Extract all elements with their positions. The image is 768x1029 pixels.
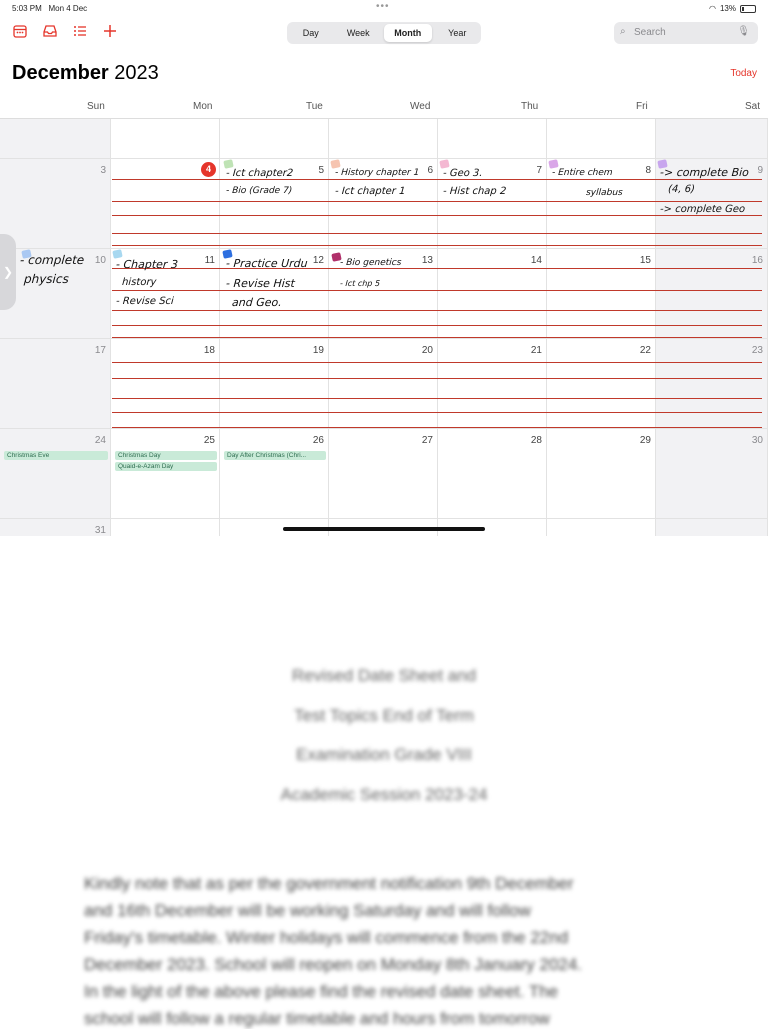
calendars-icon[interactable] — [12, 24, 28, 40]
ruled-line — [112, 290, 762, 291]
toolbar — [0, 18, 768, 50]
day-number: 23 — [751, 345, 763, 356]
tab-week[interactable]: Week — [346, 28, 370, 38]
year-title: 2023 — [114, 62, 159, 84]
calendar-event[interactable]: Day After Christmas (Chri... — [224, 451, 326, 460]
ruled-line — [112, 412, 762, 413]
day-number: 27 — [421, 435, 433, 446]
handwritten-note: history — [121, 277, 157, 288]
day-number: 5 — [318, 165, 324, 176]
microphone-icon[interactable]: 🎙︎ — [737, 26, 750, 37]
ruled-line — [112, 427, 762, 428]
handwritten-note: - Bio (Grade 7) — [225, 186, 293, 196]
handwritten-note: - Revise Sci — [115, 296, 175, 307]
ruled-line — [112, 398, 762, 399]
day-number: 18 — [203, 345, 215, 356]
day-number: 19 — [312, 345, 324, 356]
page-title — [12, 62, 159, 85]
weekday-header — [0, 101, 768, 117]
day-number: 22 — [639, 345, 651, 356]
handwritten-note: physics — [23, 272, 70, 286]
handwritten-note: - Ict chapter 1 — [334, 186, 406, 197]
ruled-line — [112, 233, 762, 234]
handwritten-note: - Entire chem — [551, 168, 613, 178]
day-cell[interactable] — [329, 339, 438, 429]
day-number: 7 — [536, 165, 542, 176]
view-segmented-control — [287, 22, 481, 44]
handwritten-note: - Practice Urdu — [225, 257, 309, 270]
battery-percent: 13% — [719, 4, 736, 13]
day-cell[interactable] — [656, 339, 768, 429]
tab-year[interactable]: Year — [448, 28, 467, 38]
handwritten-note: - Hist chap 2 — [442, 186, 507, 197]
multitasking-dots-icon[interactable]: ••• — [376, 1, 390, 12]
today-badge: 4 — [201, 162, 216, 177]
weekday-sat: Sat — [745, 101, 761, 112]
handwritten-note: and Geo. — [231, 296, 283, 309]
weekday-fri: Fri — [636, 101, 648, 112]
day-number: 8 — [645, 165, 651, 176]
day-number: 10 — [94, 255, 106, 266]
add-event-icon[interactable] — [102, 24, 118, 40]
day-cell[interactable] — [0, 339, 111, 429]
day-cell[interactable] — [220, 429, 329, 519]
day-cell[interactable] — [547, 119, 656, 159]
inbox-icon[interactable] — [42, 24, 58, 40]
day-cell[interactable] — [111, 519, 220, 537]
handwritten-note: - complete — [19, 253, 85, 267]
day-number: 31 — [94, 525, 106, 536]
document-preview — [0, 536, 768, 1028]
handwritten-note: - Ict chp 5 — [339, 279, 381, 288]
day-number: 24 — [94, 435, 106, 446]
search-icon: ⌕ — [620, 26, 626, 37]
ruled-line — [112, 201, 762, 202]
day-cell[interactable] — [111, 159, 220, 249]
ruled-line — [112, 337, 762, 338]
ruled-line — [112, 179, 762, 180]
day-number: 12 — [312, 255, 324, 266]
doc-heading-line: Academic Session 2023-24 — [280, 785, 488, 804]
sidebar-handle-icon[interactable]: ❯ — [0, 234, 16, 310]
day-cell[interactable] — [438, 119, 547, 159]
handwritten-note: syllabus — [585, 188, 623, 198]
handwritten-note: (4, 6) — [667, 184, 696, 195]
handwritten-note: - Revise Hist — [225, 277, 296, 290]
ruled-line — [112, 310, 762, 311]
calendar-event[interactable]: Christmas Day — [115, 451, 217, 460]
handwritten-note: - Chapter 3 — [115, 258, 179, 271]
handwritten-note: -> complete Bio — [659, 166, 750, 179]
day-cell[interactable] — [329, 429, 438, 519]
day-cell[interactable] — [656, 119, 768, 159]
day-cell[interactable] — [111, 339, 220, 429]
day-cell[interactable] — [329, 119, 438, 159]
battery-icon — [740, 5, 756, 13]
doc-heading-line: Revised Date Sheet and — [291, 666, 477, 685]
day-number: 6 — [427, 165, 433, 176]
search-field[interactable] — [614, 22, 758, 44]
day-number: 21 — [530, 345, 542, 356]
ruled-line — [112, 325, 762, 326]
status-time: 5:03 PM Mon 4 Dec — [12, 4, 88, 13]
day-cell[interactable] — [0, 159, 111, 249]
day-number: 3 — [100, 165, 106, 176]
day-cell[interactable] — [220, 119, 329, 159]
day-cell[interactable] — [0, 119, 111, 159]
doc-paragraph-line: and 16th December will be working Saturday and will follow — [84, 901, 531, 920]
day-number: 17 — [94, 345, 106, 356]
day-number: 15 — [639, 255, 651, 266]
home-indicator[interactable] — [283, 527, 485, 531]
ruled-line — [112, 215, 762, 216]
day-cell[interactable] — [111, 429, 220, 519]
doc-paragraph-line: In the light of the above please find the revised date sheet. The — [84, 982, 559, 1001]
day-cell[interactable] — [438, 429, 547, 519]
day-number: 9 — [757, 165, 763, 176]
weekday-tue: Tue — [306, 101, 323, 112]
wifi-icon: ◠ — [709, 4, 716, 13]
day-cell[interactable] — [547, 339, 656, 429]
day-number: 14 — [530, 255, 542, 266]
day-cell[interactable] — [0, 519, 111, 537]
day-cell[interactable] — [438, 339, 547, 429]
day-number: 30 — [751, 435, 763, 446]
tab-month[interactable]: Month — [384, 24, 432, 42]
handwritten-note: - Bio genetics — [339, 258, 402, 268]
day-cell[interactable] — [547, 519, 656, 537]
day-number: 11 — [204, 255, 215, 266]
search-placeholder: Search — [634, 27, 666, 38]
list-icon[interactable] — [72, 24, 88, 40]
day-number: 16 — [751, 255, 763, 266]
handwritten-note: - History chapter 1 — [334, 168, 420, 178]
weekday-wed: Wed — [410, 101, 431, 112]
day-cell[interactable] — [0, 429, 111, 519]
day-number: 13 — [421, 255, 433, 266]
doc-paragraph-line: school will follow a regular timetable and hours from tomorrow — [84, 1009, 550, 1028]
day-cell[interactable] — [656, 429, 768, 519]
day-cell[interactable] — [111, 119, 220, 159]
day-cell[interactable] — [547, 429, 656, 519]
day-number: 25 — [203, 435, 215, 446]
day-cell[interactable] — [220, 339, 329, 429]
month-grid — [0, 118, 768, 537]
doc-heading-line: Test Topics End of Term — [294, 706, 474, 725]
day-cell[interactable] — [656, 519, 768, 537]
doc-heading-line: Examination Grade VIII — [296, 745, 472, 764]
day-number: 28 — [530, 435, 542, 446]
today-button[interactable]: Today — [730, 68, 757, 79]
handwritten-note: - Ict chapter2 — [225, 168, 294, 179]
month-title: December — [12, 62, 109, 84]
handwritten-note: -> complete Geo — [659, 204, 746, 215]
handwritten-note: - Geo 3. — [442, 168, 483, 179]
weekday-thu: Thu — [521, 101, 539, 112]
day-number: 20 — [421, 345, 433, 356]
doc-paragraph-line: Kindly note that as per the government notification 9th December — [84, 874, 574, 893]
ruled-line — [112, 362, 762, 363]
day-number: 26 — [312, 435, 324, 446]
calendar-event[interactable]: Christmas Eve — [4, 451, 108, 460]
doc-paragraph-line: December 2023. School will reopen on Monday 8th January 2024. — [84, 955, 583, 974]
doc-paragraph-line: Friday's timetable. Winter holidays will commence from the 22nd — [84, 928, 569, 947]
status-right — [709, 4, 756, 13]
weekday-mon: Mon — [193, 101, 213, 112]
status-bar — [0, 0, 768, 16]
day-number: 29 — [639, 435, 651, 446]
ruled-line — [112, 378, 762, 379]
ruled-line — [112, 245, 762, 246]
weekday-sun: Sun — [87, 101, 105, 112]
ruled-line — [112, 268, 762, 269]
calendar-event[interactable]: Quaid-e-Azam Day — [115, 462, 217, 471]
tab-day[interactable]: Day — [302, 28, 319, 38]
